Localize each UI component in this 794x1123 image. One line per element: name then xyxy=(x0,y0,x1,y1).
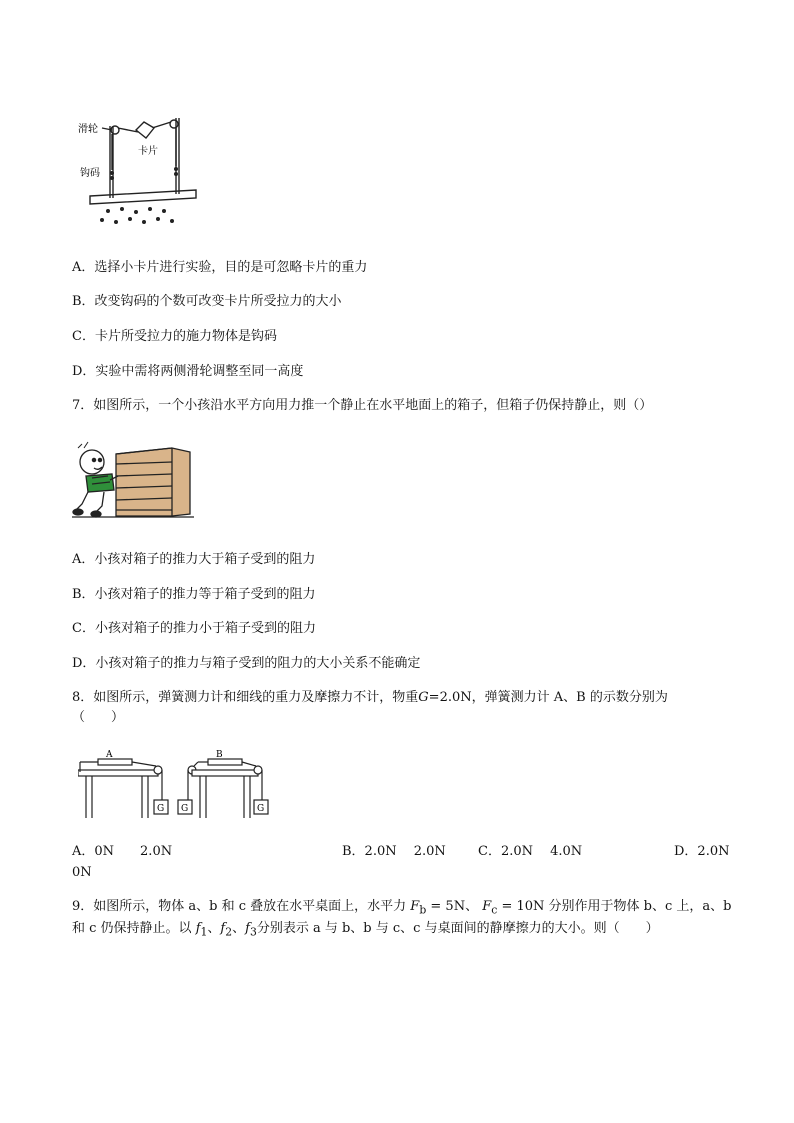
weight-g-label-3: G xyxy=(257,804,265,814)
card-experiment-figure xyxy=(78,108,208,234)
q8-option-d-continued: 0N xyxy=(72,865,92,880)
q7-option-a: A．小孩对箱子的推力大于箱子受到的阻力 xyxy=(72,552,316,567)
q8-stem-bracket: （ ） xyxy=(72,710,125,725)
q6-option-d: D．实验中需将两侧滑轮调整至同一高度 xyxy=(72,364,304,379)
q6-option-a: A．选择小卡片进行实验，目的是可忽略卡片的重力 xyxy=(72,260,368,275)
q6-option-b: B．改变钩码的个数可改变卡片所受拉力的大小 xyxy=(72,294,342,309)
weight-g-label-2: G xyxy=(181,804,189,814)
q7-option-c: C．小孩对箱子的推力小于箱子受到的阻力 xyxy=(72,621,316,636)
q6-option-c: C．卡片所受拉力的施力物体是钩码 xyxy=(72,329,277,344)
weight-variable: G xyxy=(418,690,429,705)
child-pushing-box-figure xyxy=(72,440,202,520)
q9-stem-line2: 和 c 仍保持静止。以 $f_1$、$f_2$、$f_3$分别表示 a 与 b、b 与 c、c 与桌面间的静摩擦力的大小。则（ ） xyxy=(72,921,659,939)
q8-option-b: B．2.0N 2.0N xyxy=(342,844,446,859)
q9-stem-line1: 9．如图所示，物体 a、b 和 c 叠放在水平桌面上，水平力 $F_b = 5N$、 $F_c = 10N$ 分别作用于物体 b、c 上，a、b xyxy=(72,899,732,917)
weight-g-label-1: G xyxy=(157,804,165,814)
q7-stem: 7．如图所示，一个小孩沿水平方向用力推一个静止在水平地面上的箱子，但箱子仍保持静止，则（） xyxy=(72,398,653,413)
spring-scale-figure xyxy=(78,748,278,820)
card-label: 卡片 xyxy=(138,146,158,157)
q8-option-a: A．0N 2.0N xyxy=(72,844,173,859)
q7-option-d: D．小孩对箱子的推力与箱子受到的阻力的大小关系不能确定 xyxy=(72,656,421,671)
q7-option-b: B．小孩对箱子的推力等于箱子受到的阻力 xyxy=(72,587,316,602)
scale-b-label: B xyxy=(216,750,223,760)
q8-option-d: D．2.0N xyxy=(674,844,730,859)
weight-label: 钩码 xyxy=(80,168,100,179)
q8-option-c: C．2.0N 4.0N xyxy=(478,844,583,859)
pulley-label: 滑轮 xyxy=(78,124,98,135)
scale-a-label: A xyxy=(106,750,113,760)
q8-stem: 8．如图所示，弹簧测力计和细线的重力及摩擦力不计，物重G=2.0N，弹簧测力计 A、B 的示数分别为 xyxy=(72,690,668,705)
